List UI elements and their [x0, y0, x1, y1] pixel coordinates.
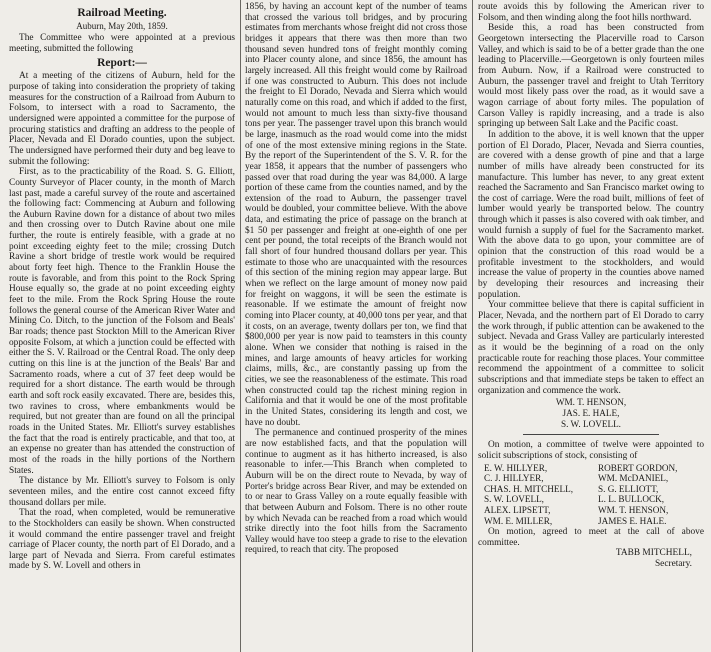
- committee-member: L. L. BULLOCK,: [598, 494, 665, 505]
- paragraph: That the road, when completed, would be remunerative to the Stockholders can easily be shown. When constructed it would command the entire passenger travel and freight carriage of Placer county, the north part of El Dorado, and a large part of Nevada and Sierra. From careful estimates made by S. W. Lovell and others in: [9, 508, 235, 572]
- dateline: Auburn, May 20th, 1859.: [76, 20, 168, 31]
- paragraph: The permanence and continued prosperity of the mines are now established facts, and that the population will continue to augment as it has hitherto increased, is also reasonable to infer.—This Branch when completed to Auburn will be on the direct route to Nevada, by way of Porter's bridge across Bear River, and may be extended on to or near to Grass Valley on a route equally feasible with that between Auburn and Folsom. There is no other route by which Nevada can be reached from a road which would strike directly into the foot hills from the Sacramento Valley would have too steep a grade to rise to the elevation required, to reach that city. The proposed: [245, 428, 467, 556]
- paragraph: Beside this, a road has been constructed from Georgetown intersecting the Placerville road to Carson Valley, and which is said to be of a better grade than the one leading to Placerville.—Georgetown is only fourteen miles from Auburn. Now, if a Railroad were constructed to Auburn, the passenger travel and freight to Utah Territory would most likely pass over the road, as it would save a wagon carriage of about forty miles. The population of Carson Valley is rapidly increasing, and a trade is also springing up between Salt Lake and the Pacific coast.: [478, 23, 704, 130]
- column-rule: [472, 0, 473, 652]
- column-2: [245, 0, 467, 652]
- section-divider: [523, 434, 659, 435]
- committee-member: S. W. LOVELL,: [484, 494, 544, 505]
- signatories: [478, 397, 704, 429]
- committee-member: WM. McDANIEL,: [598, 473, 669, 484]
- signatory: S. W. LOVELL.: [561, 418, 621, 429]
- adjourn-paragraph: On motion, agreed to meet at the call of above committee.: [478, 527, 704, 548]
- column-3: [478, 0, 704, 652]
- signatory: WM. T. HENSON,: [555, 397, 627, 408]
- column-1: [9, 0, 235, 652]
- committee-list: [478, 463, 704, 527]
- committee-member: JAMES E. HALE.: [598, 515, 667, 526]
- committee-member: CHAS. H. MITCHELL,: [484, 483, 574, 494]
- paragraph: At a meeting of the citizens of Auburn, held for the purpose of taking into consideration the propriety of taking measures for the construction of a Railroad from Auburn to Folsom, to intersect with a road to Sacramento, the undersigned were appointed a committee for the purpose of procuring statistics and drafting an address to the people of Placer, Nevada and El Dorado counties, upon the subject. The undersigned have performed their duty and beg leave to submit the following:: [9, 71, 235, 167]
- paragraph: First, as to the practicability of the Road. S. G. Elliott, County Surveyor of Placer county, in the month of March last past, made a careful survey of the route and ascertained the following fact: Commencing at Auburn and following the Auburn Ravine down for a distance of about two miles and then crossing over to Dutch Ravine about one mile further, the route is entirely feasible, with a grade at no point exceeding eighty feet to the mile; crossing Dutch Ravine a short bridge of trestle work would be required about forty feet high. Thence to the Franklin House the route is favorable, and from this point to the Rock Spring House equally so, the grade at no point exceeding eighty feet to the mile. From the Rock Spring House the route follows the general course of the American River Water and Mining Co. Ditch, to the junction of the Folsom and Beals' Bar roads; thence past Stockton Mill to the American River opposite Folsom, at which a junction could be effected with either the S. V. Railroad or the Central Road. The only deep cutting on this line is at the junction of the Beals' Bar and Sacramento roads, where a cut of 37 feet deep would be required for a short distance. The earth would be through earth and soft rock easily excavated. There are, besides this, two ravines to cross, where embankments would be required, but not greater than are found on all the principal roads in the United States. Mr. Elliott's survey establishes the fact that the road is entirely practicable, and that too, at an expense no greater than has attended the construction of most of the roads in the hilly portions of the Northern States.: [9, 167, 235, 476]
- secretary-name: TABB MITCHELL,: [615, 548, 692, 559]
- paragraph: In addition to the above, it is well known that the upper portion of El Dorado, Placer, Nevada and Sierra counties, are covered with a dense growth of pine and that a large number of mills have already been constructed for its manufacture. This lumber has never, to any great extent reached the Sacramento and San Francisco market owing to the cost of carriage. Were the road built, millions of feet of lumber would yearly be transported below. The country through which it passes is also covered with oak timber, and would furnish a supply of fuel for the Sacramento market. With the above data to go upon, your committee are of opinion that the construction of this road would be a profitable investment to the stockholders, and would increase the value of property in the counties above named by developing their resources and increasing their population.: [478, 129, 704, 300]
- signatory: JAS. E. HALE,: [562, 407, 620, 418]
- report-heading: Report:—: [97, 56, 147, 69]
- motion-paragraph: On motion, a committee of twelve were appointed to solicit subscriptions of stock, consisting of: [478, 440, 704, 461]
- intro-paragraph: The Committee who were appointed at a previous meeting, submitted the following: [9, 33, 235, 54]
- paragraph: 1856, by having an account kept of the number of teams that crossed the various toll bridges, and by procuring estimates from merchants whose freight did not cross those bridges it appears that there was then more than two thousand seven hundred tons of freight monthly coming into Placer county alone, and since 1856, the amount has largely increased. All this freight would come by Railroad if one was constructed to Auburn. This does not include the freight to El Dorado, Nevada and Sierra which would naturally come on this road, and which if added to the first, would not amount to much less than sixty-five thousand tons per year. The passenger travel upon this branch would be large, inasmuch as the road would come into the midst of one of the most extensive mining regions in the State. By the report of the Superintendent of the S. V. R. for the year 1858, it appears that the number of passengers who passed over that road during the year was 84,000. A large portion of these came from the counties named, and by the extension of the road to Auburn, the passenger travel would be doubled, your committee believe. With the above data, and estimating the price of passage on the branch at $1 50 per passenger and freight at one-eighth of one per cent per pound, the total receipts of the Branch would not fall short of four hundred thousand dollars per year. This estimate to those who are unacquainted with the resources of this section of the mining region may appear large. But when we reflect on the large amount of money now paid for freight on waggons, it will be seen the estimate is reasonable. If we estimate the amount of freight now coming into Placer county, at 40,000 tons per year, and that it costs, on an average, twenty dollars per ton, we find that $800,000 per year is now paid to teamsters in this county alone. When we consider that nothing is raised in the mines, and large amounts of heavy articles for working claims, mills, &c., are constantly passing up from the cities, we see the reasonableness of the estimate. This road when constructed could tap the richest mining region in California and that it would be one of the most profitable in the United States, considering its length and cost, we have no doubt.: [245, 2, 467, 428]
- paragraph: route avoids this by following the American river to Folsom, and then winding along the foot hills northward.: [478, 2, 704, 23]
- committee-member: ROBERT GORDON,: [598, 462, 678, 473]
- article-title: Railroad Meeting.: [77, 7, 167, 19]
- committee-member: C. J. HILLYER,: [484, 473, 544, 484]
- secretary-title: Secretary.: [654, 559, 692, 570]
- committee-member: ALEX. LIPSETT,: [484, 504, 551, 515]
- committee-member: WM. T. HENSON,: [598, 504, 669, 515]
- paragraph: Your committee believe that there is capital sufficient in Placer, Nevada, and the northern part of El Dorado to carry the work through, if public attention can be awakened to the subject. Nevada and Grass Valley are particularly interested as it would be the beginning of a road on the only practicable route for reaching those places. Your committee recommend the appointment of a committee to solicit subscriptions and that immediate steps be taken to effect an organization and commence the work.: [478, 300, 704, 396]
- column-rule: [240, 0, 241, 652]
- committee-member: WM. E. MILLER,: [484, 515, 553, 526]
- paragraph: The distance by Mr. Elliott's survey to Folsom is only seventeen miles, and the entire cost cannot exceed fifty thousand dollars per mile.: [9, 476, 235, 508]
- committee-member: S. G. ELLIOTT,: [598, 483, 659, 494]
- committee-member: E. W. HILLYER,: [484, 462, 548, 473]
